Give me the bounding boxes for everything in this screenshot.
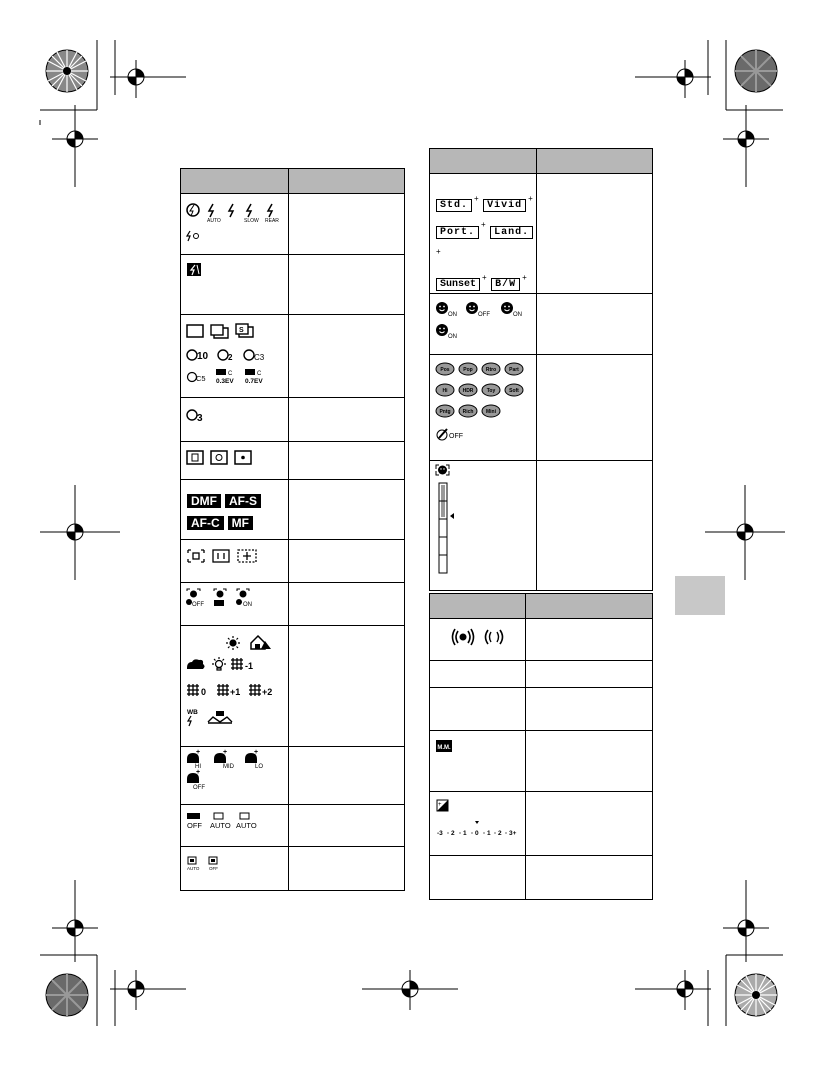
svg-text:0: 0 xyxy=(475,830,479,837)
icon-cell xyxy=(181,398,289,442)
svg-text:Pntg: Pntg xyxy=(439,409,451,416)
crosshair-right-middle xyxy=(705,485,785,580)
flash-auto-icon xyxy=(207,204,221,224)
svg-text:OFF: OFF xyxy=(209,866,218,871)
style-landscape-icon: Land. xyxy=(490,226,533,239)
long-exposure-nr-icon xyxy=(187,813,202,830)
icon-cell xyxy=(181,540,289,583)
calibration-wheel-bottom-right xyxy=(733,972,779,1018)
icon-cell xyxy=(181,847,289,891)
auto-framing-icons xyxy=(181,847,285,879)
effect-rich-tone-icon xyxy=(459,405,477,417)
desc-cell xyxy=(289,398,405,442)
crosshair-left-lower xyxy=(52,880,98,962)
flash-off-icon xyxy=(187,204,199,216)
desc-cell xyxy=(526,731,653,792)
icon-cell xyxy=(181,583,289,626)
svg-text:Toy: Toy xyxy=(486,388,496,395)
icon-cell: Std.+ Vivid+ Port.+ Land.+ Sunset+ B/W+ xyxy=(430,174,537,294)
table-row xyxy=(181,442,405,480)
table-row xyxy=(430,174,653,294)
desc-cell xyxy=(289,747,405,805)
desc-cell xyxy=(289,442,405,480)
wide-af-icon xyxy=(188,550,204,562)
crosshair-right-lower xyxy=(723,880,769,962)
steadyshot-on-icon xyxy=(453,629,474,645)
svg-text:HI: HI xyxy=(195,764,201,770)
table-header-row xyxy=(430,149,653,174)
dro-off-icon xyxy=(187,769,205,791)
calibration-wheel-top-left xyxy=(44,48,90,94)
effect-retro-icon xyxy=(482,363,500,375)
style-standard-icon: Std. xyxy=(436,199,472,212)
table-row xyxy=(181,747,405,805)
svg-text:-1: -1 xyxy=(245,661,254,671)
white-balance-icons xyxy=(181,626,285,736)
icon-cell xyxy=(430,619,526,661)
steadyshot-off-icon xyxy=(486,630,503,644)
wb-fluor-0-icon xyxy=(187,684,206,697)
crosshair-top-right xyxy=(635,60,715,100)
drive-modes-icons xyxy=(181,315,285,391)
effect-posterization-icon xyxy=(436,363,454,375)
table-row xyxy=(181,847,405,891)
svg-text:+2: +2 xyxy=(262,687,273,697)
dro-lo-icon xyxy=(245,749,263,770)
desc-cell xyxy=(289,805,405,847)
effect-painting-icon xyxy=(436,405,454,417)
smile-detection-icon xyxy=(436,465,449,475)
smile-on-3-icon xyxy=(436,324,457,340)
auto-framing-off-icon xyxy=(209,857,218,871)
svg-text:SLOW: SLOW xyxy=(244,218,259,224)
auto-hdr-icon xyxy=(236,813,257,830)
table-row xyxy=(181,194,405,255)
icon-cell xyxy=(430,661,526,688)
style-vivid-icon: Vivid xyxy=(483,199,526,212)
svg-text:WB: WB xyxy=(187,709,198,716)
svg-text:Rtro: Rtro xyxy=(485,367,497,374)
spot-metering-icon xyxy=(235,451,251,464)
calibration-wheel-top-right xyxy=(733,48,779,94)
dro-icons xyxy=(181,747,285,799)
face-detection-icons xyxy=(181,583,285,615)
svg-text:ON: ON xyxy=(448,312,457,319)
svg-text:C: C xyxy=(257,371,262,377)
desc-cell xyxy=(537,294,653,355)
crosshair-left-middle xyxy=(40,485,120,580)
exposure-scale-icon xyxy=(430,792,524,850)
table-row xyxy=(430,792,653,856)
svg-text:10: 10 xyxy=(197,351,209,362)
style-portrait-icon: Port. xyxy=(436,226,479,239)
svg-text:OFF: OFF xyxy=(478,312,490,319)
face-detect-on-icon xyxy=(236,589,252,608)
wb-flash-icon xyxy=(187,709,198,726)
icon-cell xyxy=(430,688,526,731)
bottom-icon-table xyxy=(429,593,653,900)
svg-text:Rich: Rich xyxy=(462,409,474,416)
crosshair-right-upper xyxy=(723,105,769,187)
crosshair-bottom-left xyxy=(110,970,190,1010)
svg-text:C5: C5 xyxy=(196,374,206,383)
table-row xyxy=(181,398,405,442)
table-row xyxy=(430,461,653,591)
desc-cell xyxy=(289,540,405,583)
desc-cell xyxy=(289,583,405,626)
steadyshot-icons xyxy=(430,619,524,655)
effect-partial-color-icon xyxy=(505,363,523,375)
face-detect-auto-icon xyxy=(214,589,226,606)
self-timer-2-icon xyxy=(218,350,233,362)
wb-fluor-plus2-icon xyxy=(249,684,272,697)
svg-text:3: 3 xyxy=(197,413,203,424)
crosshair-left-upper xyxy=(52,105,98,187)
face-detect-off-icon xyxy=(186,589,204,608)
table-row xyxy=(430,731,653,792)
metering-icons xyxy=(181,442,285,474)
dro-hi-icon xyxy=(187,749,201,770)
effect-hdr-painting-icon xyxy=(459,384,477,396)
style-sunset-icon: Sunset xyxy=(436,278,480,291)
icon-cell xyxy=(181,626,289,747)
svg-text:2: 2 xyxy=(451,830,455,837)
icon-cell xyxy=(181,805,289,847)
desc-cell xyxy=(289,194,405,255)
wb-custom-icon xyxy=(208,711,232,723)
chapter-tab xyxy=(675,576,725,615)
svg-text:M.M.: M.M. xyxy=(437,745,451,751)
speed-priority-icon xyxy=(236,324,253,337)
table-row xyxy=(181,315,405,398)
svg-text:2: 2 xyxy=(498,830,502,837)
svg-text:0.7EV: 0.7EV xyxy=(245,378,263,385)
svg-text:AUTO: AUTO xyxy=(210,821,231,830)
table-row xyxy=(430,294,653,355)
smile-detection-icons xyxy=(430,461,534,585)
icon-cell xyxy=(430,294,537,355)
table-row xyxy=(181,626,405,747)
icon-cell xyxy=(430,792,526,856)
icon-cell xyxy=(430,731,526,792)
table-row xyxy=(430,856,653,900)
svg-text:AUTO: AUTO xyxy=(187,866,200,871)
effect-soft-focus-icon xyxy=(505,384,523,396)
desc-cell xyxy=(526,856,653,900)
svg-text:0: 0 xyxy=(201,687,207,697)
svg-text:OFF: OFF xyxy=(449,433,463,441)
header-cell-desc xyxy=(289,169,405,194)
svg-text:OFF: OFF xyxy=(193,785,205,791)
svg-text:S: S xyxy=(239,327,244,334)
svg-text:1: 1 xyxy=(487,830,491,837)
effect-off-icon xyxy=(437,429,463,440)
svg-text:C: C xyxy=(228,371,233,377)
svg-text:1: 1 xyxy=(463,830,467,837)
svg-text:C3: C3 xyxy=(254,353,265,362)
svg-text:Pop: Pop xyxy=(463,367,473,374)
self-timer-c3-icon xyxy=(244,350,265,362)
manual-mode-icon xyxy=(430,731,470,761)
flash-charging-icon xyxy=(181,255,211,285)
desc-cell xyxy=(526,619,653,661)
desc-cell xyxy=(537,174,653,294)
wb-fluor-plus1-icon xyxy=(217,684,240,697)
bracket-03-icon xyxy=(216,369,234,385)
smile-shutter-icons xyxy=(430,294,534,348)
flash-slow-sync-icon xyxy=(244,204,259,224)
desc-cell xyxy=(526,688,653,731)
single-shot-icon xyxy=(187,325,203,337)
table-header-row xyxy=(430,594,653,619)
header-cell-icon xyxy=(430,594,526,619)
nr-icons xyxy=(181,805,285,837)
svg-text:0.3EV: 0.3EV xyxy=(216,378,234,385)
icon-cell xyxy=(181,194,289,255)
svg-text:ON: ON xyxy=(243,602,252,608)
table-header-row xyxy=(181,169,405,194)
svg-text:Part: Part xyxy=(509,367,519,374)
svg-text:LO: LO xyxy=(255,764,264,770)
flash-rear-sync-icon xyxy=(265,204,279,224)
svg-text:+: + xyxy=(223,749,228,756)
smile-off-icon xyxy=(466,302,490,318)
picture-effect-icons xyxy=(430,355,534,455)
svg-text:3+: 3+ xyxy=(509,830,517,837)
icon-cell xyxy=(181,747,289,805)
crosshair-top-left xyxy=(110,60,190,100)
icon-cell xyxy=(430,856,526,900)
smile-on-icon xyxy=(436,302,457,318)
wb-shade-icon xyxy=(251,636,271,649)
high-iso-nr-icon xyxy=(210,813,231,830)
table-row xyxy=(181,480,405,540)
icon-cell xyxy=(430,461,537,591)
center-metering-icon xyxy=(211,451,227,464)
bracket-07-icon xyxy=(245,369,263,385)
flash-on-icon xyxy=(229,204,233,217)
desc-cell xyxy=(526,792,653,856)
svg-text:+: + xyxy=(196,769,201,776)
crosshair-bottom-right xyxy=(635,970,715,1010)
header-cell-desc xyxy=(526,594,653,619)
desc-cell xyxy=(526,661,653,688)
dro-mid-icon xyxy=(214,749,235,770)
self-timer-3-icon xyxy=(181,398,221,430)
auto-framing-auto-icon xyxy=(187,857,200,871)
right-icon-table xyxy=(429,148,653,591)
svg-text:Hi: Hi xyxy=(442,388,448,395)
svg-text:MID: MID xyxy=(223,764,234,770)
flash-red-eye-icon xyxy=(187,231,199,241)
wb-incandescent-icon xyxy=(212,657,226,670)
svg-text:Mini: Mini xyxy=(486,409,496,416)
wb-daylight-icon xyxy=(226,636,240,650)
desc-cell xyxy=(289,847,405,891)
header-cell-desc xyxy=(537,149,653,174)
svg-text:AUTO: AUTO xyxy=(207,218,221,224)
self-timer-10-icon xyxy=(187,350,209,362)
header-cell-icon xyxy=(181,169,289,194)
svg-text:+: + xyxy=(254,749,259,756)
svg-text:+: + xyxy=(438,802,442,808)
icon-cell xyxy=(181,315,289,398)
desc-cell xyxy=(537,355,653,461)
icon-cell xyxy=(181,480,289,540)
calibration-wheel-bottom-left xyxy=(44,972,90,1018)
table-row xyxy=(430,661,653,688)
table-row xyxy=(181,805,405,847)
continuous-icon xyxy=(211,325,228,338)
wb-cloudy-icon xyxy=(187,659,205,669)
style-bw-icon: B/W xyxy=(491,278,520,291)
wb-fluor-minus1-icon xyxy=(231,658,253,671)
svg-text:OFF: OFF xyxy=(192,602,204,608)
table-row xyxy=(181,255,405,315)
effect-miniature-icon xyxy=(482,405,500,417)
svg-text:Soft: Soft xyxy=(509,388,519,395)
svg-text:OFF: OFF xyxy=(187,821,202,830)
svg-text:+1: +1 xyxy=(230,687,241,697)
flash-modes-icons xyxy=(181,194,285,244)
af-s-icon: AF-S xyxy=(225,494,261,508)
effect-toy-camera-icon xyxy=(482,384,500,396)
table-row xyxy=(430,688,653,731)
icon-cell xyxy=(181,255,289,315)
left-icon-table xyxy=(180,168,405,891)
exposure-compensation-icon xyxy=(437,800,448,811)
svg-text:2: 2 xyxy=(228,353,233,362)
crosshair-bottom-center xyxy=(362,970,458,1010)
table-row xyxy=(430,619,653,661)
smile-level-indicator-icon xyxy=(439,483,454,573)
effect-pop-color-icon xyxy=(459,363,477,375)
desc-cell xyxy=(289,315,405,398)
center-af-icon xyxy=(213,550,229,562)
header-cell-icon xyxy=(430,149,537,174)
af-c-icon: AF-C xyxy=(187,516,224,530)
svg-text:-3: -3 xyxy=(437,830,443,837)
effect-high-key-icon xyxy=(436,384,454,396)
self-timer-c5-icon xyxy=(188,373,206,384)
svg-text:AUTO: AUTO xyxy=(236,821,257,830)
table-row xyxy=(430,355,653,461)
icon-cell xyxy=(430,355,537,461)
dmf-icon: DMF xyxy=(187,494,221,508)
mf-icon: MF xyxy=(228,516,253,530)
desc-cell xyxy=(289,626,405,747)
svg-text:+: + xyxy=(196,749,201,756)
af-area-icons xyxy=(181,540,285,572)
multi-metering-icon xyxy=(187,451,203,464)
flexible-spot-af-icon xyxy=(238,550,256,562)
svg-text:Pos: Pos xyxy=(440,367,450,374)
desc-cell xyxy=(289,480,405,540)
svg-text:ON: ON xyxy=(513,312,522,319)
smile-on-2-icon xyxy=(501,302,522,318)
table-row xyxy=(181,583,405,626)
svg-text:REAR: REAR xyxy=(265,218,279,224)
desc-cell xyxy=(537,461,653,591)
desc-cell xyxy=(289,255,405,315)
svg-text:ON: ON xyxy=(448,334,457,341)
icon-cell xyxy=(181,442,289,480)
table-row xyxy=(181,540,405,583)
svg-text:HDR: HDR xyxy=(462,388,474,395)
